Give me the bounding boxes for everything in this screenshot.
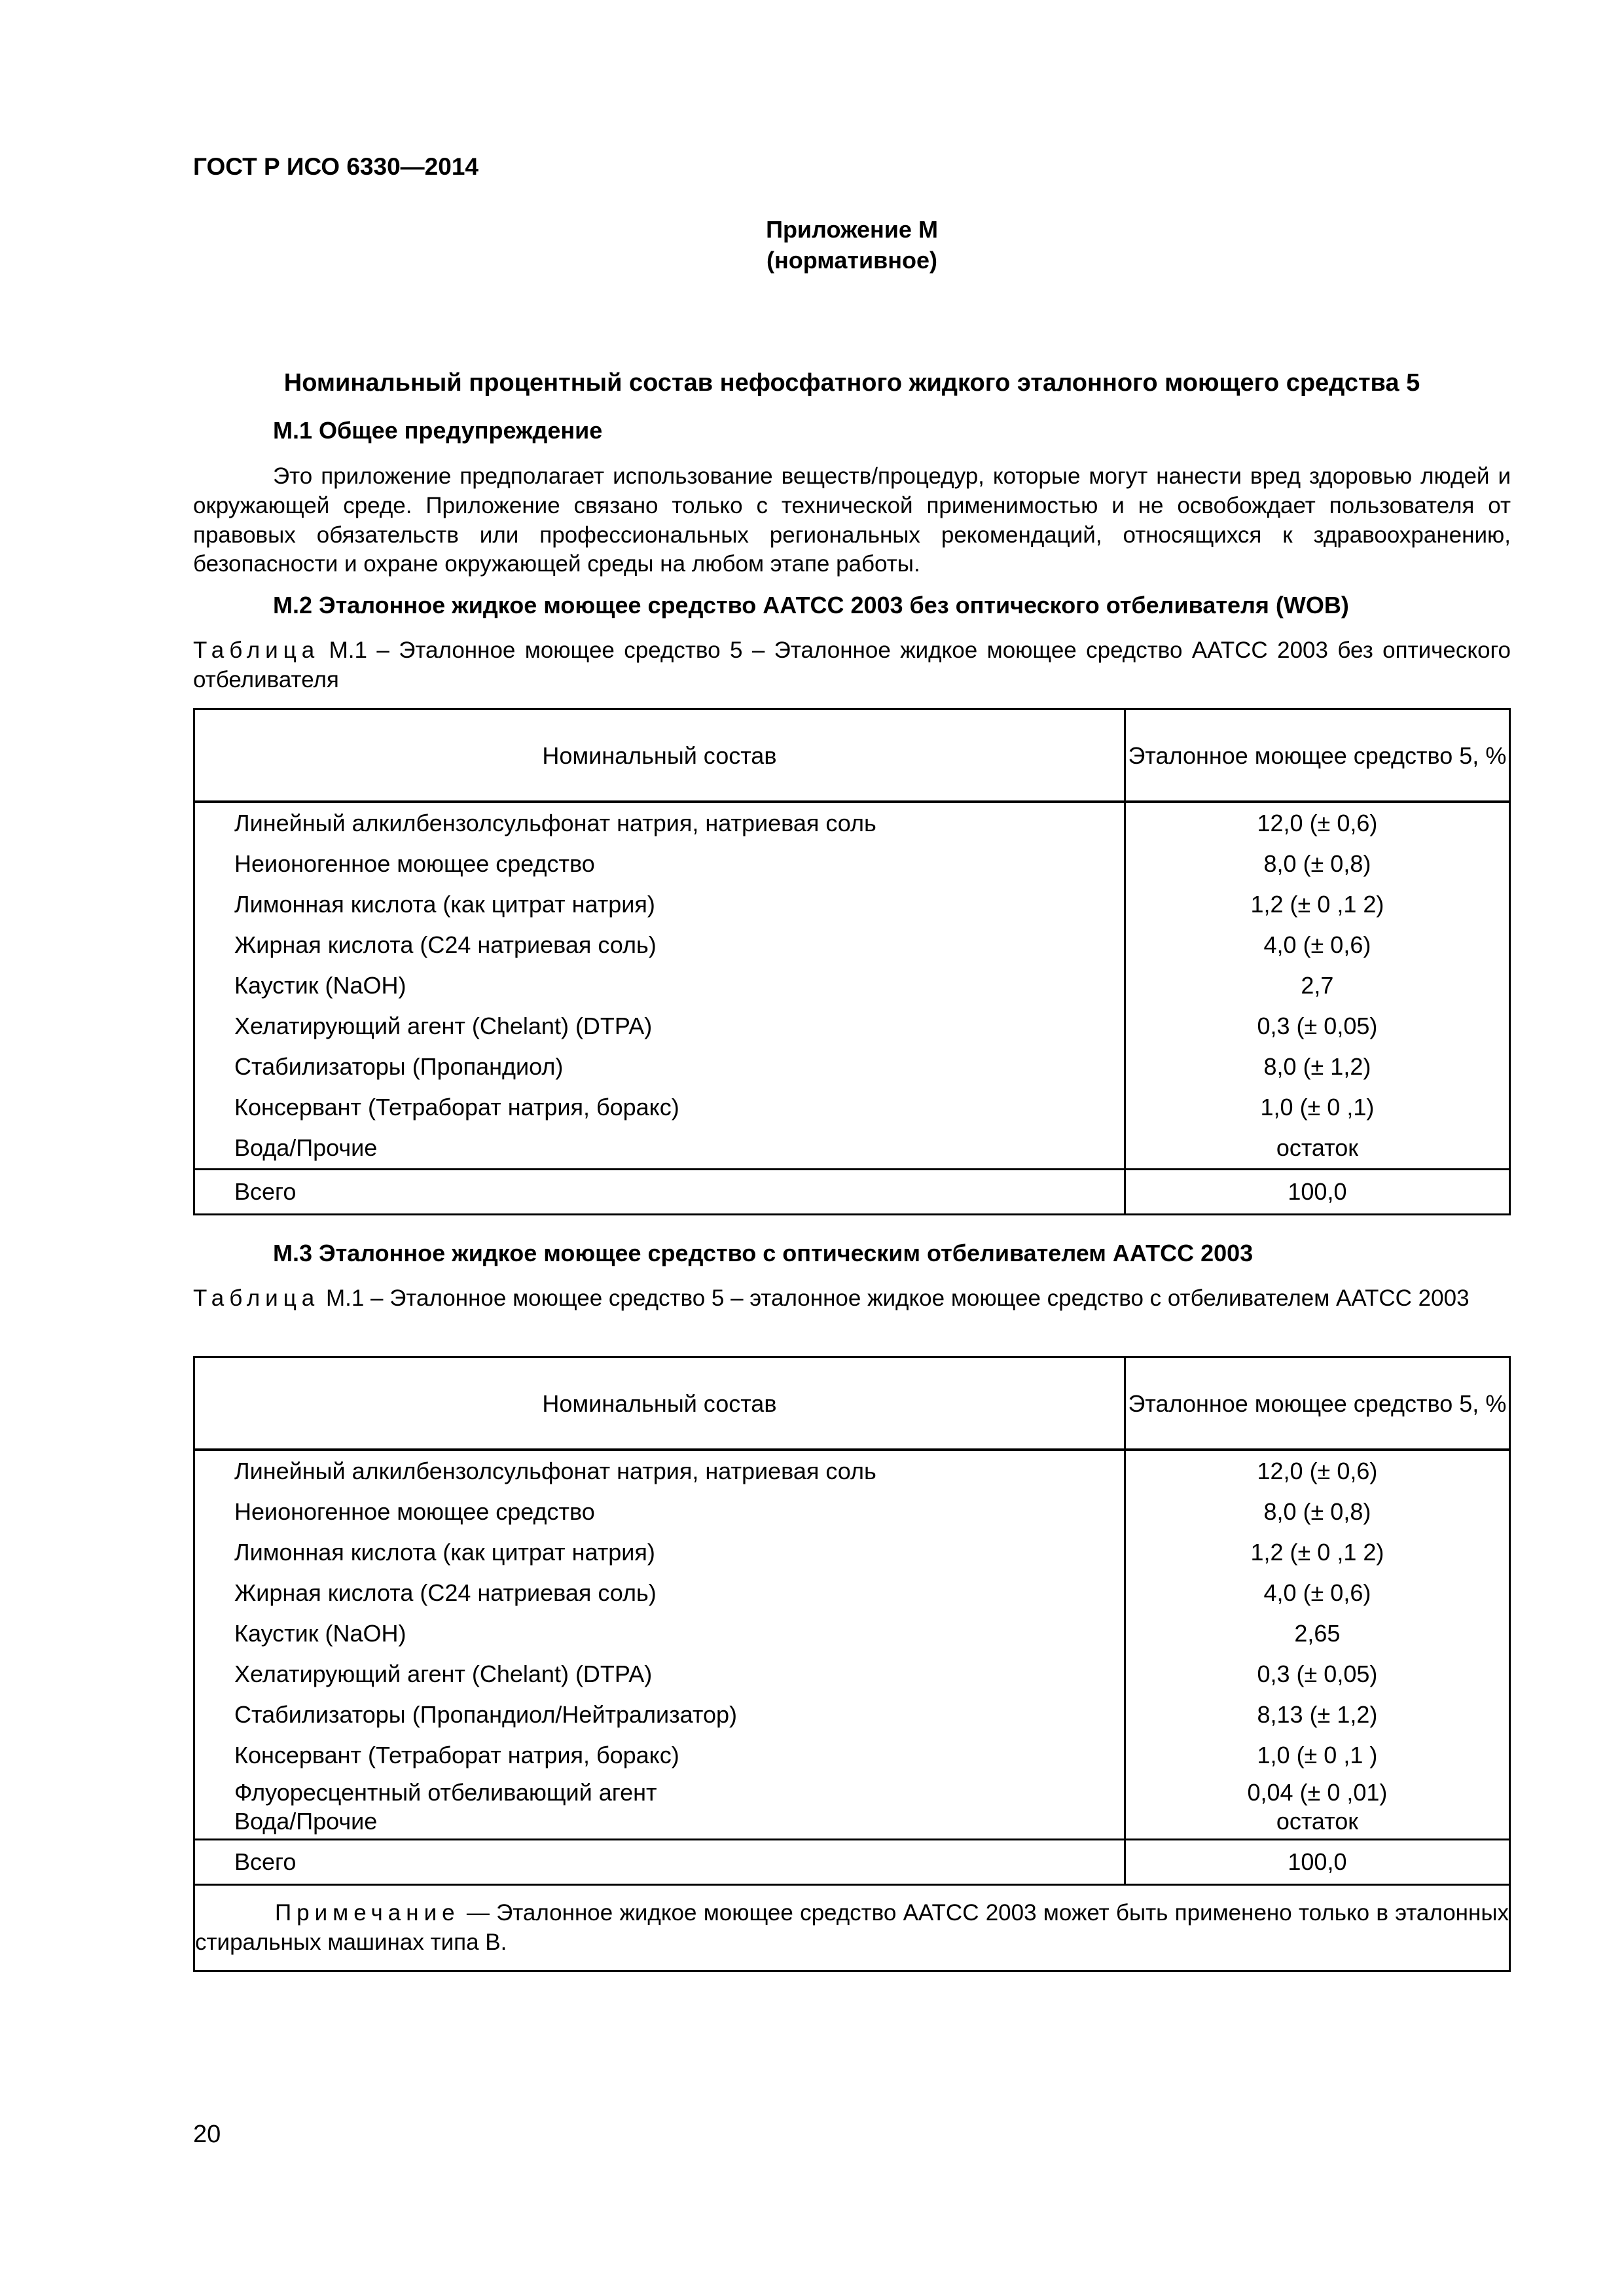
table-row [194, 1006, 1510, 1047]
table2-header-value: Эталонное моющее средство 5, % [1125, 1357, 1509, 1450]
table-row [194, 844, 1510, 884]
section-m2-heading: М.2 Эталонное жидкое моющее средство ААТСС 2003 без оптического отбеливателя (WOB) [273, 592, 1349, 619]
table-note [194, 1884, 1510, 1971]
row-value: 2,7 [1125, 965, 1509, 1006]
total-label: Всего [194, 1839, 1125, 1884]
note-text: — Эталонное жидкое моющее средство ААТСС 2003 может быть применено только в эталонных стиральных машинах типа В. [195, 1899, 1509, 1955]
table-row [194, 1573, 1510, 1613]
table-note-row [194, 1884, 1510, 1971]
table-row [194, 1695, 1510, 1735]
table-total-row [194, 1170, 1510, 1215]
page-number: 20 [193, 2121, 221, 2148]
table-row [194, 1654, 1510, 1695]
table-row [194, 1613, 1510, 1654]
row-value: 4,0 (± 0,6) [1125, 925, 1509, 965]
table-row [194, 1450, 1510, 1492]
row-name: Стабилизаторы (Пропандиол) [194, 1047, 1125, 1087]
row-value: 1,2 (± 0 ,1 2) [1125, 884, 1509, 925]
table-row [194, 1735, 1510, 1776]
row-value: 12,0 (± 0,6) [1125, 802, 1509, 844]
row-value: 2,65 [1125, 1613, 1509, 1654]
table-row [194, 884, 1510, 925]
row-name: Консервант (Тетраборат натрия, боракс) [194, 1735, 1125, 1776]
row-value: 8,0 (± 0,8) [1125, 844, 1509, 884]
standard-header: ГОСТ Р ИСО 6330—2014 [193, 153, 478, 180]
row-name: Лимонная кислота (как цитрат натрия) [194, 1532, 1125, 1573]
row-name: Неионогенное моющее средство [194, 1492, 1125, 1532]
row-name: Флуоресцентный отбеливающий агент [234, 1779, 657, 1806]
row-value: 8,13 (± 1,2) [1125, 1695, 1509, 1735]
total-value: 100,0 [1125, 1170, 1509, 1215]
note-label: Примечание [275, 1899, 460, 1926]
table1-caption [193, 636, 1511, 695]
table-row [194, 1532, 1510, 1573]
annex-heading [193, 215, 1511, 276]
row-name-combined [194, 1776, 1125, 1839]
row-name: Линейный алкилбензолсульфонат натрия, натриевая соль [194, 802, 1125, 844]
table2-caption-label: Таблица [193, 1285, 320, 1311]
row-value: остаток [1125, 1128, 1509, 1170]
table2-caption-text: М.1 – Эталонное моющее средство 5 – эталонное жидкое моющее средство с отбеливателем ААТСС 2003 [325, 1285, 1470, 1311]
table2-header-composition: Номинальный состав [194, 1357, 1125, 1450]
row-name: Стабилизаторы (Пропандиол/Нейтрализатор) [194, 1695, 1125, 1735]
row-value: 1,0 (± 0 ,1) [1125, 1087, 1509, 1128]
row-name: Лимонная кислота (как цитрат натрия) [194, 884, 1125, 925]
row-name: Жирная кислота (С24 натриевая соль) [194, 925, 1125, 965]
table-row [194, 1128, 1510, 1170]
table1-header-value: Эталонное моющее средство 5, % [1125, 709, 1509, 802]
section-m1-heading: М.1 Общее предупреждение [273, 417, 603, 444]
section-m3-heading: М.3 Эталонное жидкое моющее средство с оптическим отбеливателем ААТСС 2003 [273, 1240, 1254, 1266]
table-row [194, 1047, 1510, 1087]
row-value: 4,0 (± 0,6) [1125, 1573, 1509, 1613]
row-value: 1,0 (± 0 ,1 ) [1125, 1735, 1509, 1776]
row-name: Каустик (NaOH) [194, 965, 1125, 1006]
row-value: 0,04 (± 0 ,01) [1247, 1779, 1388, 1806]
table1-caption-label: Таблица [193, 637, 320, 663]
row-name: Жирная кислота (С24 натриевая соль) [194, 1573, 1125, 1613]
composition-table-2 [193, 1356, 1511, 1972]
row-name: Хелатирующий агент (Chelant) (DTPA) [194, 1006, 1125, 1047]
row-value: остаток [1276, 1807, 1359, 1835]
row-name: Каустик (NaOH) [194, 1613, 1125, 1654]
table-row [194, 1087, 1510, 1128]
table-row [194, 1776, 1510, 1839]
row-name: Линейный алкилбензолсульфонат натрия, натриевая соль [194, 1450, 1125, 1492]
total-value: 100,0 [1125, 1839, 1509, 1884]
annex-title: Приложение М [766, 216, 938, 243]
row-value: 12,0 (± 0,6) [1125, 1450, 1509, 1492]
row-name: Вода/Прочие [194, 1128, 1125, 1170]
table-total-row [194, 1839, 1510, 1884]
row-value: 1,2 (± 0 ,1 2) [1125, 1532, 1509, 1573]
table-row [194, 802, 1510, 844]
row-value: 8,0 (± 1,2) [1125, 1047, 1509, 1087]
table2-caption [193, 1284, 1511, 1314]
row-value: 0,3 (± 0,05) [1125, 1654, 1509, 1695]
composition-table-1 [193, 708, 1511, 1215]
row-value: 8,0 (± 0,8) [1125, 1492, 1509, 1532]
table-row [194, 965, 1510, 1006]
row-value-combined [1125, 1776, 1509, 1839]
annex-status: (нормативное) [766, 246, 938, 274]
table-row [194, 925, 1510, 965]
table1-caption-text: М.1 – Эталонное моющее средство 5 – Эталонное жидкое моющее средство ААТСС 2003 без оптического отбеливателя [193, 637, 1511, 692]
row-name: Вода/Прочие [234, 1807, 378, 1835]
total-label: Всего [194, 1170, 1125, 1215]
document-title: Номинальный процентный состав нефосфатного жидкого эталонного моющего средства 5 [283, 369, 1420, 397]
table-row [194, 1492, 1510, 1532]
section-m1-text: Это приложение предполагает использование веществ/процедур, которые могут нанести вред здоровью людей и окружающей среде. Приложение связано только с технической применимостью и не освобождает пользователя от правовых обязательств или профессиональных региональных рекомендаций, относящихся к здравоохранению, безопасности и охране окружающей среды на любом этапе работы. [193, 463, 1511, 577]
row-name: Неионогенное моющее средство [194, 844, 1125, 884]
row-name: Консервант (Тетраборат натрия, боракс) [194, 1087, 1125, 1128]
row-value: 0,3 (± 0,05) [1125, 1006, 1509, 1047]
table1-header-composition: Номинальный состав [194, 709, 1125, 802]
row-name: Хелатирующий агент (Chelant) (DTPA) [194, 1654, 1125, 1695]
